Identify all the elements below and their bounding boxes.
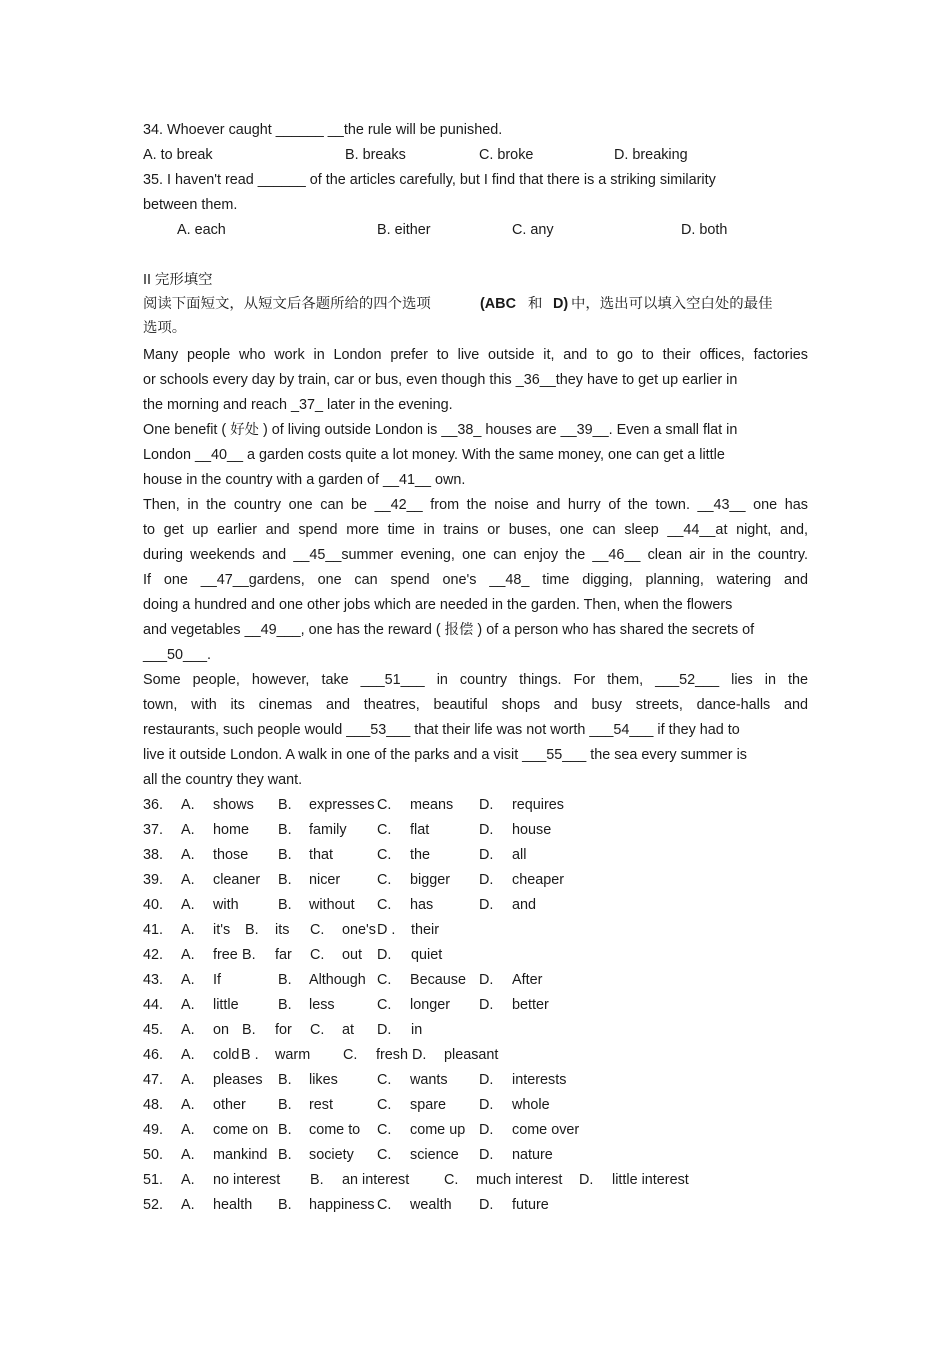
- option-text: all: [512, 847, 527, 863]
- option-text: has: [410, 897, 434, 913]
- option-b: B. either: [377, 222, 431, 238]
- option-text: longer: [410, 997, 451, 1013]
- option-letter-d: D.: [479, 972, 494, 988]
- passage-line: house in the country with a garden of __41__ own.: [143, 472, 466, 488]
- question-35-options: [143, 218, 808, 243]
- option-c: C. any: [512, 222, 554, 238]
- option-row-44: [143, 993, 808, 1018]
- option-letter-d: D.: [579, 1172, 594, 1188]
- option-text: wealth: [410, 1197, 452, 1213]
- exam-page: [143, 118, 808, 1218]
- option-letter-b: B.: [278, 822, 292, 838]
- option-text: the: [410, 847, 431, 863]
- option-letter-d: D.: [479, 797, 494, 813]
- option-row-48: [143, 1093, 808, 1118]
- option-row-49: [143, 1118, 808, 1143]
- option-letter-a: A.: [181, 1122, 195, 1138]
- option-letter-b: B .: [241, 1047, 259, 1063]
- option-letter-c: C.: [377, 1072, 392, 1088]
- option-text: it's: [213, 922, 231, 938]
- option-letter-a: A.: [181, 1172, 195, 1188]
- option-text: no interest: [213, 1172, 281, 1188]
- option-letter-d: D.: [479, 847, 494, 863]
- option-text: nicer: [309, 872, 341, 888]
- option-letter-b: B.: [278, 1097, 292, 1113]
- option-text: come on: [213, 1122, 269, 1138]
- question-number: 47.: [143, 1072, 164, 1088]
- option-letter-a: A.: [181, 1197, 195, 1213]
- answer-options-list: [143, 793, 808, 1218]
- passage-line: and vegetables __49___, one has the reward ( 报偿 ) of a person who has shared the secrets of: [143, 622, 755, 638]
- option-letter-c: C.: [377, 972, 392, 988]
- option-letter-b: B.: [278, 872, 292, 888]
- question-number: 43.: [143, 972, 164, 988]
- option-text: other: [213, 1097, 246, 1113]
- question-35-stem-line-2: between them.: [143, 197, 238, 213]
- option-letter-a: A.: [181, 1047, 195, 1063]
- option-d: D. breaking: [614, 147, 688, 163]
- question-number: 36.: [143, 797, 164, 813]
- option-text: house: [512, 822, 552, 838]
- option-letter-a: A.: [181, 847, 195, 863]
- option-letter-b: B.: [278, 847, 292, 863]
- option-row-39: [143, 868, 808, 893]
- option-text: nature: [512, 1147, 553, 1163]
- question-35-stem-line-1: 35. I haven't read ______ of the articles carefully, but I find that there is a striking similarity: [143, 172, 716, 188]
- option-text: free: [213, 947, 238, 963]
- option-text: fresh: [376, 1047, 408, 1063]
- option-letter-a: A.: [181, 1147, 195, 1163]
- option-letter-d: D .: [377, 922, 396, 938]
- option-text: out: [342, 947, 363, 963]
- option-text: come up: [410, 1122, 466, 1138]
- option-letter-d: D.: [412, 1047, 427, 1063]
- option-text: their: [411, 922, 439, 938]
- instruction-and: 和: [528, 296, 543, 312]
- section-title-text: II 完形填空: [143, 272, 213, 288]
- question-number: 48.: [143, 1097, 164, 1113]
- instruction-text-2: 中，选出可以填入空白处的最佳: [571, 296, 773, 312]
- option-row-52: [143, 1193, 808, 1218]
- option-text: expresses: [309, 797, 375, 813]
- option-d: D. both: [681, 222, 728, 238]
- option-text: one's: [342, 922, 376, 938]
- option-row-37: [143, 818, 808, 843]
- option-letter-a: A.: [181, 1097, 195, 1113]
- option-a: A. to break: [143, 147, 213, 163]
- option-letter-d: D.: [479, 872, 494, 888]
- passage-line: during weekends and __45__summer evening, one can enjoy the __46__ clean air in the country.: [143, 547, 808, 563]
- option-letter-b: B.: [242, 947, 256, 963]
- section-instructions-line-2: 选项。: [143, 320, 187, 336]
- option-letter-a: A.: [181, 1072, 195, 1088]
- option-text: much interest: [476, 1172, 563, 1188]
- option-text: with: [213, 897, 239, 913]
- option-letter-a: A.: [181, 897, 195, 913]
- option-text: spare: [410, 1097, 446, 1113]
- passage-line: the morning and reach _37_ later in the evening.: [143, 397, 453, 413]
- option-text: After: [512, 972, 543, 988]
- instruction-abc: (ABC: [480, 296, 516, 312]
- option-letter-d: D.: [479, 1122, 494, 1138]
- option-letter-b: B.: [278, 997, 292, 1013]
- option-b: B. breaks: [345, 147, 406, 163]
- option-text: future: [512, 1197, 549, 1213]
- option-letter-a: A.: [181, 972, 195, 988]
- instruction-text: 阅读下面短文，从短文后各题所给的四个选项: [143, 296, 431, 312]
- option-text: pleasant: [444, 1047, 499, 1063]
- option-letter-d: D.: [479, 1097, 494, 1113]
- option-row-41: [143, 918, 808, 943]
- passage-line: London __40__ a garden costs quite a lot money. With the same money, one can get a little: [143, 447, 725, 463]
- option-letter-d: D.: [479, 897, 494, 913]
- option-letter-b: B.: [310, 1172, 324, 1188]
- option-row-36: [143, 793, 808, 818]
- option-letter-c: C.: [377, 822, 392, 838]
- option-text: less: [309, 997, 335, 1013]
- option-row-47: [143, 1068, 808, 1093]
- passage-line: doing a hundred and one other jobs which are needed in the garden. Then, when the flowers: [143, 597, 733, 613]
- option-text: and: [512, 897, 537, 913]
- option-text: bigger: [410, 872, 451, 888]
- passage-line: all the country they want.: [143, 772, 303, 788]
- option-text: in: [411, 1022, 423, 1038]
- option-text: on: [213, 1022, 230, 1038]
- option-letter-b: B.: [278, 1122, 292, 1138]
- option-text: far: [275, 947, 292, 963]
- option-text: flat: [410, 822, 430, 838]
- question-number: 44.: [143, 997, 164, 1013]
- option-text: cleaner: [213, 872, 261, 888]
- option-letter-d: D.: [377, 947, 392, 963]
- option-letter-c: C.: [377, 797, 392, 813]
- option-row-38: [143, 843, 808, 868]
- option-text: health: [213, 1197, 253, 1213]
- question-number: 42.: [143, 947, 164, 963]
- option-text: If: [213, 972, 221, 988]
- option-text: wants: [410, 1072, 448, 1088]
- question-number: 38.: [143, 847, 164, 863]
- option-letter-a: A.: [181, 1022, 195, 1038]
- option-text: mankind: [213, 1147, 268, 1163]
- option-a: A. each: [177, 222, 226, 238]
- option-letter-c: C.: [377, 1197, 392, 1213]
- question-number: 51.: [143, 1172, 164, 1188]
- question-number: 45.: [143, 1022, 164, 1038]
- instruction-d: D): [553, 296, 569, 312]
- option-letter-c: C.: [377, 997, 392, 1013]
- section-title: [143, 268, 808, 293]
- passage-line: live it outside London. A walk in one of the parks and a visit ___55___ the sea every summer is: [143, 747, 747, 763]
- passage-line: town, with its cinemas and theatres, beautiful shops and busy streets, dance-halls and: [143, 697, 808, 713]
- passage-line: restaurants, such people would ___53___ that their life was not worth ___54___ if they had to: [143, 722, 740, 738]
- option-text: come to: [309, 1122, 361, 1138]
- option-letter-a: A.: [181, 922, 195, 938]
- option-text: cheaper: [512, 872, 565, 888]
- option-text: its: [275, 922, 290, 938]
- option-text: family: [309, 822, 347, 838]
- question-number: 49.: [143, 1122, 164, 1138]
- option-text: shows: [213, 797, 254, 813]
- option-letter-a: A.: [181, 797, 195, 813]
- option-text: warm: [275, 1047, 311, 1063]
- option-row-50: [143, 1143, 808, 1168]
- option-letter-a: A.: [181, 947, 195, 963]
- passage-line: Many people who work in London prefer to live outside it, and to go to their offices, factories: [143, 347, 808, 363]
- option-text: means: [410, 797, 454, 813]
- option-letter-d: D.: [479, 822, 494, 838]
- section-instructions-line-1: [143, 293, 808, 316]
- option-letter-c: C.: [310, 1022, 325, 1038]
- option-letter-d: D.: [479, 1072, 494, 1088]
- question-34-stem: 34. Whoever caught ______ __the rule will be punished.: [143, 122, 503, 138]
- option-text: society: [309, 1147, 354, 1163]
- question-number: 39.: [143, 872, 164, 888]
- option-text: science: [410, 1147, 459, 1163]
- option-c: C. broke: [479, 147, 534, 163]
- option-letter-b: B.: [245, 922, 259, 938]
- option-text: Because: [410, 972, 467, 988]
- option-row-51: [143, 1168, 808, 1193]
- option-row-46: [143, 1043, 808, 1068]
- option-text: that: [309, 847, 334, 863]
- option-text: those: [213, 847, 249, 863]
- option-text: an interest: [342, 1172, 410, 1188]
- passage-line: If one __47__gardens, one can spend one's __48_ time digging, planning, watering and: [143, 572, 808, 588]
- option-text: better: [512, 997, 549, 1013]
- option-text: little interest: [612, 1172, 689, 1188]
- option-text: happiness: [309, 1197, 375, 1213]
- option-text: home: [213, 822, 249, 838]
- passage-line: or schools every day by train, car or bus, even though this _36__they have to get up earlier in: [143, 372, 738, 388]
- option-row-42: [143, 943, 808, 968]
- question-number: 52.: [143, 1197, 164, 1213]
- option-letter-b: B.: [278, 1147, 292, 1163]
- question-number: 41.: [143, 922, 164, 938]
- question-number: 40.: [143, 897, 164, 913]
- option-text: whole: [512, 1097, 550, 1113]
- option-text: at: [342, 1022, 355, 1038]
- option-letter-c: C.: [310, 922, 325, 938]
- option-text: rest: [309, 1097, 333, 1113]
- option-letter-d: D.: [377, 1022, 392, 1038]
- passage-line: to get up earlier and spend more time in trains or buses, one can sleep __44__at night, and,: [143, 522, 808, 538]
- option-text: quiet: [411, 947, 443, 963]
- option-letter-c: C.: [377, 1147, 392, 1163]
- option-letter-c: C.: [343, 1047, 358, 1063]
- option-letter-d: D.: [479, 997, 494, 1013]
- option-letter-c: C.: [377, 872, 392, 888]
- question-34-options: [143, 143, 808, 168]
- option-letter-c: C.: [310, 947, 325, 963]
- option-text: interests: [512, 1072, 567, 1088]
- cloze-passage: [143, 343, 808, 793]
- option-row-45: [143, 1018, 808, 1043]
- option-letter-c: C.: [377, 1097, 392, 1113]
- passage-line: ___50___.: [143, 647, 212, 663]
- option-letter-a: A.: [181, 822, 195, 838]
- option-text: pleases: [213, 1072, 263, 1088]
- option-letter-b: B.: [278, 897, 292, 913]
- option-letter-d: D.: [479, 1147, 494, 1163]
- option-letter-d: D.: [479, 1197, 494, 1213]
- option-text: come over: [512, 1122, 580, 1138]
- option-letter-c: C.: [377, 897, 392, 913]
- option-text: without: [309, 897, 355, 913]
- option-letter-a: A.: [181, 872, 195, 888]
- option-letter-b: B.: [278, 1072, 292, 1088]
- passage-line: Some people, however, take ___51___ in country things. For them, ___52___ lies in the: [143, 672, 808, 688]
- question-number: 37.: [143, 822, 164, 838]
- option-text: likes: [309, 1072, 338, 1088]
- option-letter-c: C.: [377, 847, 392, 863]
- question-number: 46.: [143, 1047, 164, 1063]
- option-letter-b: B.: [278, 797, 292, 813]
- option-row-43: [143, 968, 808, 993]
- option-letter-c: C.: [444, 1172, 459, 1188]
- option-text: Although: [309, 972, 366, 988]
- option-text: cold: [213, 1047, 240, 1063]
- passage-line: One benefit ( 好处 ) of living outside London is __38_ houses are __39__. Even a small flat in: [143, 422, 738, 438]
- option-text: requires: [512, 797, 564, 813]
- option-letter-a: A.: [181, 997, 195, 1013]
- question-number: 50.: [143, 1147, 164, 1163]
- passage-line: Then, in the country one can be __42__ from the noise and hurry of the town. __43__ one has: [143, 497, 808, 513]
- option-letter-b: B.: [242, 1022, 256, 1038]
- option-letter-b: B.: [278, 1197, 292, 1213]
- option-letter-b: B.: [278, 972, 292, 988]
- option-text: little: [213, 997, 239, 1013]
- option-text: for: [275, 1022, 292, 1038]
- option-letter-c: C.: [377, 1122, 392, 1138]
- option-row-40: [143, 893, 808, 918]
